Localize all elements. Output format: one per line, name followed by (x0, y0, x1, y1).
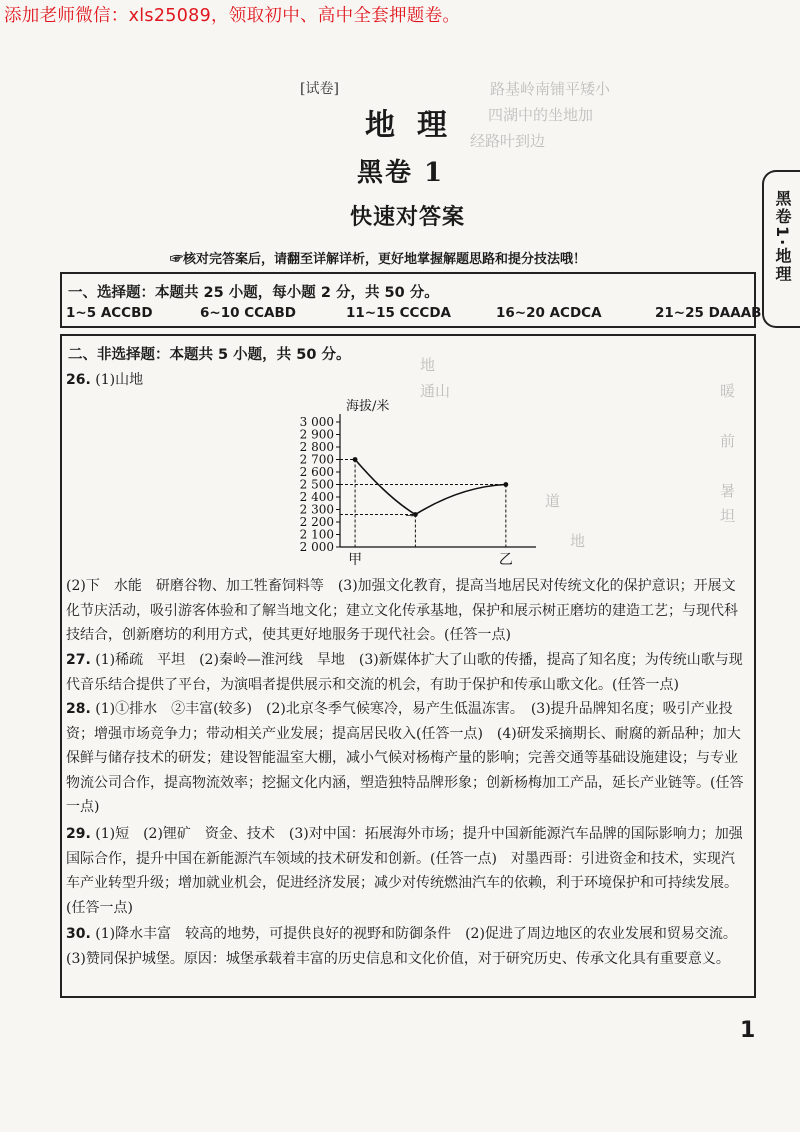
bleed-text: 暖 (720, 382, 736, 400)
page-number: 1 (740, 1018, 756, 1043)
mc-group: 11~15 CCCDA (346, 305, 451, 321)
y-tick-label: 2 000 (299, 540, 334, 554)
y-tick-label: 2 300 (299, 502, 334, 517)
answer-title: 快速对答案 (350, 204, 466, 230)
y-tick-label: 2 800 (299, 440, 334, 454)
profile-point (503, 482, 508, 487)
elevation-chart (288, 392, 548, 574)
y-tick-label: 2 900 (299, 427, 334, 442)
section2-heading: 二、非选择题：本题共 5 小题，共 50 分。 (68, 347, 351, 363)
tip-line: ☞核对完答案后，请翻至详解详析，更好地掌握解题思路和提分技法哦！ (170, 252, 587, 267)
bleed-text: 坦 (720, 507, 736, 525)
bleed-text: 经路叶到边 (470, 132, 546, 150)
q27-answer: 27. (1)稀疏 平坦 (2)秦岭—淮河线 旱地 (3)新媒体扩大了山歌的传播，提高了知名度；为传统山歌与现代音乐结合提供了平台，为演唱者提供展示和交流的机会，有助于保护和传承山歌文化。(任答一点) (66, 652, 743, 693)
subject-title: 地理 (365, 108, 469, 143)
mc-group: 1~5 ACCBD (66, 305, 153, 321)
watermark-banner: 添加老师微信：xls25089，领取初中、高中全套押题卷。 (4, 6, 461, 26)
side-tab-label: 黑卷1·地理 (773, 190, 792, 284)
q30-answer: 30. (1)降水丰富 较高的地势，可提供良好的视野和防御条件 (2)促进了周边地区的农业发展和贸易交流。 (3)赞同保护城堡。原因：城堡承载着丰富的历史信息和文化价值，对于研究历史、传承文化具有重要意义。 (66, 926, 744, 967)
mc-group: 6~10 CCABD (200, 305, 296, 321)
bleed-text: 道 (545, 492, 561, 510)
x-tick-label: 甲 (348, 552, 363, 568)
bleed-text: 地 (570, 532, 586, 550)
y-axis-label: 海拔/米 (346, 399, 390, 414)
q28-answer: 28. (1)①排水 ②丰富(较多) (2)北京冬季气候寒冷，易产生低温冻害。 (3)提升品牌知名度；吸引产业投资；增强市场竞争力；带动相关产业发展；提高居民收入(任答一点) (4)研发采摘期长、耐腐的新品种；加大保鲜与储存技术的研发；建设智能温室大棚，减小气候对杨梅产量的影响；完善交通等基础设施建设；与专业物流公司合作，提高物流效率；挖掘文化内涵，塑造独特品牌形象；创新杨梅加工产品，延长产业链等。(任答一点) (66, 701, 744, 815)
y-tick-label: 2 400 (299, 490, 334, 504)
bleed-text: 地 (420, 356, 436, 374)
bleed-text: 前 (720, 432, 736, 450)
paper-tag: [试卷] (300, 81, 339, 97)
q26-part1: 26. (1)山地 (66, 372, 144, 388)
y-tick-label: 2 500 (299, 477, 334, 492)
side-tab (762, 170, 800, 328)
bleed-text: 路基岭南铺平矮小 (490, 80, 611, 98)
profile-point (353, 457, 358, 462)
y-tick-label: 2 600 (299, 465, 334, 479)
q26-answer: (2)下 水能 研磨谷物、加工牲畜饲料等 (3)加强文化教育，提高当地居民对传统文化的保护意识；开展文化节庆活动，吸引游客体验和了解当地文化；建立文化传承基地，保护和展示树正磨坊的建造工艺；与现代科技结合，创新磨坊的利用方式，使其更好地服务于现代社会。(任答一点) (66, 578, 738, 643)
q29-answer: 29. (1)短 (2)锂矿 资金、技术 (3)对中国：拓展海外市场；提升中国新能源汽车品牌的国际影响力；加强国际合作，提升中国在新能源汽车领域的技术研发和创新。(任答一点) 对墨西哥：引进资金和技术，实现汽车产业转型升级；增加就业机会，促进经济发展；减少对传统燃油汽车的依赖，利于环境保护和可持续发展。(任答一点) (66, 826, 743, 916)
bleed-text: 暑 (720, 482, 736, 500)
direction-arrow: → (405, 510, 414, 522)
section1-heading: 一、选择题：本题共 25 小题，每小题 2 分，共 50 分。 (68, 285, 439, 301)
paper-title: 黑卷 1 (357, 158, 445, 188)
mc-group: 21~25 DAAAB (655, 305, 762, 321)
elevation-profile-line (355, 460, 506, 515)
bleed-text: 四湖中的坐地加 (488, 106, 594, 124)
mc-group: 16~20 ACDCA (496, 305, 602, 321)
y-tick-label: 3 000 (299, 415, 334, 429)
y-tick-label: 2 700 (299, 452, 334, 467)
bleed-text: 通山 (420, 382, 451, 400)
y-tick-label: 2 100 (299, 527, 334, 542)
x-tick-label: 乙 (498, 552, 513, 568)
y-tick-label: 2 200 (299, 515, 334, 529)
